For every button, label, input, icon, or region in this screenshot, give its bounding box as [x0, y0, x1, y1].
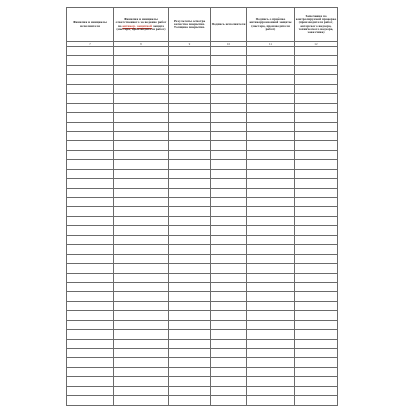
table-cell[interactable] — [114, 75, 169, 84]
table-cell[interactable] — [295, 179, 338, 188]
table-cell[interactable] — [247, 84, 295, 93]
table-cell[interactable] — [211, 94, 247, 103]
table-cell[interactable] — [67, 169, 114, 178]
table-cell[interactable] — [247, 339, 295, 348]
col-number: 8 — [114, 42, 169, 47]
table-cell[interactable] — [67, 150, 114, 159]
table-cell[interactable] — [169, 339, 211, 348]
table-row — [67, 216, 338, 225]
table-cell[interactable] — [67, 377, 114, 386]
table-cell[interactable] — [114, 386, 169, 395]
table-cell[interactable] — [247, 131, 295, 140]
table-cell[interactable] — [169, 254, 211, 263]
table-cell[interactable] — [247, 198, 295, 207]
col-header-inspection-results: Результаты осмотра качества покрытия. Толщина покрытия. — [169, 8, 211, 42]
table-cell[interactable] — [169, 282, 211, 291]
table-cell[interactable] — [211, 188, 247, 197]
table-cell[interactable] — [211, 226, 247, 235]
table-cell[interactable] — [295, 254, 338, 263]
col-header-remarks: Замечания по контролируемой проверке (производителя работ, авторского надзора, технического надзора, заказчика) — [295, 8, 338, 42]
table-cell[interactable] — [169, 122, 211, 131]
table-cell[interactable] — [67, 94, 114, 103]
table-cell[interactable] — [247, 65, 295, 74]
col-number: 10 — [211, 42, 247, 47]
table-cell[interactable] — [295, 141, 338, 150]
table-cell[interactable] — [169, 131, 211, 140]
table-cell[interactable] — [114, 292, 169, 301]
table-cell[interactable] — [211, 273, 247, 282]
table-cell[interactable] — [211, 169, 247, 178]
table-cell[interactable] — [169, 386, 211, 395]
table-row — [67, 226, 338, 235]
table-cell[interactable] — [247, 216, 295, 225]
table-cell[interactable] — [114, 56, 169, 65]
table-cell[interactable] — [295, 330, 338, 339]
table-cell[interactable] — [67, 188, 114, 197]
table-cell[interactable] — [169, 349, 211, 358]
table-row — [67, 330, 338, 339]
table-body — [67, 47, 338, 406]
table-cell[interactable] — [169, 94, 211, 103]
table-cell[interactable] — [114, 396, 169, 405]
table-cell[interactable] — [247, 330, 295, 339]
table-row — [67, 235, 338, 244]
table-cell[interactable] — [67, 358, 114, 367]
table-cell[interactable] — [211, 160, 247, 169]
table-cell[interactable] — [67, 320, 114, 329]
table-cell[interactable] — [114, 320, 169, 329]
table-row — [67, 150, 338, 159]
table-cell[interactable] — [247, 396, 295, 405]
table-cell[interactable] — [114, 188, 169, 197]
table-cell[interactable] — [247, 235, 295, 244]
table-cell[interactable] — [169, 311, 211, 320]
table-cell[interactable] — [67, 47, 114, 56]
table-cell[interactable] — [114, 254, 169, 263]
table-cell[interactable] — [295, 292, 338, 301]
col-number: 7 — [67, 42, 114, 47]
table-cell[interactable] — [247, 273, 295, 282]
table-cell[interactable] — [295, 188, 338, 197]
table-row — [67, 320, 338, 329]
table-cell[interactable] — [114, 207, 169, 216]
table-cell[interactable] — [67, 235, 114, 244]
table-cell[interactable] — [67, 273, 114, 282]
table-cell[interactable] — [169, 75, 211, 84]
table-row — [67, 245, 338, 254]
table-cell[interactable] — [247, 113, 295, 122]
table-cell[interactable] — [67, 160, 114, 169]
table-cell[interactable] — [169, 235, 211, 244]
table-cell[interactable] — [247, 150, 295, 159]
table-cell[interactable] — [67, 226, 114, 235]
table-cell[interactable] — [67, 141, 114, 150]
table-cell[interactable] — [114, 141, 169, 150]
table-cell[interactable] — [211, 122, 247, 131]
col-number: 9 — [169, 42, 211, 47]
table-cell[interactable] — [114, 377, 169, 386]
table-cell[interactable] — [295, 349, 338, 358]
table-cell[interactable] — [295, 245, 338, 254]
table-cell[interactable] — [295, 103, 338, 112]
table-cell[interactable] — [114, 179, 169, 188]
table-cell[interactable] — [247, 141, 295, 150]
table-row — [67, 254, 338, 263]
table-cell[interactable] — [247, 169, 295, 178]
table-row — [67, 179, 338, 188]
table-cell[interactable] — [67, 207, 114, 216]
table-cell[interactable] — [295, 273, 338, 282]
table-cell[interactable] — [211, 292, 247, 301]
table-cell[interactable] — [114, 282, 169, 291]
table-cell[interactable] — [114, 226, 169, 235]
table-cell[interactable] — [114, 301, 169, 310]
table-cell[interactable] — [295, 198, 338, 207]
table-cell[interactable] — [169, 179, 211, 188]
table-cell[interactable] — [67, 122, 114, 131]
col-number: 11 — [247, 42, 295, 47]
table-cell[interactable] — [211, 56, 247, 65]
table-cell[interactable] — [247, 264, 295, 273]
table-row — [67, 386, 338, 395]
table-cell[interactable] — [211, 320, 247, 329]
table-cell[interactable] — [295, 235, 338, 244]
table-cell[interactable] — [211, 386, 247, 395]
table-cell[interactable] — [114, 160, 169, 169]
table-cell[interactable] — [169, 150, 211, 159]
table-cell[interactable] — [114, 264, 169, 273]
col-header-executor-signature: Подпись исполнителя — [211, 8, 247, 42]
table-cell[interactable] — [169, 245, 211, 254]
table-cell[interactable] — [295, 169, 338, 178]
table-cell[interactable] — [67, 386, 114, 395]
table-row — [67, 84, 338, 93]
col-header-acceptance-signature: Подпись о приёмке антикоррозионной защиты (мастера, производителя работ) — [247, 8, 295, 42]
table-cell[interactable] — [211, 396, 247, 405]
table-cell[interactable] — [67, 311, 114, 320]
table-cell[interactable] — [169, 264, 211, 273]
table-cell[interactable] — [169, 396, 211, 405]
table-row — [67, 273, 338, 282]
table-cell[interactable] — [295, 56, 338, 65]
table-cell[interactable] — [211, 349, 247, 358]
table-cell[interactable] — [211, 150, 247, 159]
table-cell[interactable] — [169, 377, 211, 386]
table-cell[interactable] — [295, 367, 338, 376]
table-row — [67, 339, 338, 348]
table-row — [67, 103, 338, 112]
table-row — [67, 47, 338, 56]
table-row — [67, 56, 338, 65]
table-cell[interactable] — [295, 122, 338, 131]
table-cell[interactable] — [247, 254, 295, 263]
table-cell[interactable] — [295, 131, 338, 140]
table-cell[interactable] — [169, 330, 211, 339]
table-cell[interactable] — [67, 292, 114, 301]
table-cell[interactable] — [295, 94, 338, 103]
table-cell[interactable] — [67, 301, 114, 310]
table-cell[interactable] — [247, 311, 295, 320]
table-cell[interactable] — [67, 245, 114, 254]
table-row — [67, 113, 338, 122]
table-cell[interactable] — [114, 216, 169, 225]
table-cell[interactable] — [169, 207, 211, 216]
col-header-responsible-name: Фамилия и инициалы ответственного за ведение работ по антикор. защитной защите (мастера, производителя работ) — [114, 8, 169, 42]
table-cell[interactable] — [211, 235, 247, 244]
table-cell[interactable] — [295, 339, 338, 348]
table-cell[interactable] — [67, 216, 114, 225]
table-cell[interactable] — [247, 75, 295, 84]
col-number: 12 — [295, 42, 338, 47]
table-cell[interactable] — [295, 396, 338, 405]
table-cell[interactable] — [211, 103, 247, 112]
table-cell[interactable] — [67, 65, 114, 74]
table-cell[interactable] — [247, 292, 295, 301]
table-cell[interactable] — [67, 264, 114, 273]
work-log-table — [66, 7, 338, 406]
table-cell[interactable] — [295, 377, 338, 386]
table-cell[interactable] — [295, 160, 338, 169]
table-row — [67, 198, 338, 207]
table-cell[interactable] — [114, 198, 169, 207]
table-row — [67, 160, 338, 169]
table-cell[interactable] — [114, 273, 169, 282]
table-cell[interactable] — [169, 47, 211, 56]
table-row — [67, 264, 338, 273]
table-row — [67, 367, 338, 376]
table-cell[interactable] — [169, 169, 211, 178]
table-cell[interactable] — [295, 216, 338, 225]
table-row — [67, 169, 338, 178]
table-cell[interactable] — [114, 103, 169, 112]
table-cell[interactable] — [114, 150, 169, 159]
table-cell[interactable] — [169, 292, 211, 301]
table-cell[interactable] — [114, 245, 169, 254]
table-cell[interactable] — [211, 339, 247, 348]
table-cell[interactable] — [169, 56, 211, 65]
table-cell[interactable] — [169, 226, 211, 235]
table-cell[interactable] — [211, 377, 247, 386]
table-cell[interactable] — [114, 84, 169, 93]
table-cell[interactable] — [114, 94, 169, 103]
table-cell[interactable] — [211, 245, 247, 254]
table-cell[interactable] — [67, 282, 114, 291]
table-cell[interactable] — [211, 113, 247, 122]
table-cell[interactable] — [67, 396, 114, 405]
col-header-executor-name: Фамилия и инициалы исполнителя — [67, 8, 114, 42]
table-cell[interactable] — [247, 94, 295, 103]
table-cell[interactable] — [169, 103, 211, 112]
table-cell[interactable] — [211, 311, 247, 320]
table-cell[interactable] — [295, 113, 338, 122]
table-cell[interactable] — [114, 339, 169, 348]
table-cell[interactable] — [67, 349, 114, 358]
table-cell[interactable] — [211, 179, 247, 188]
table-cell[interactable] — [67, 84, 114, 93]
table-cell[interactable] — [247, 301, 295, 310]
table-cell[interactable] — [295, 311, 338, 320]
table-cell[interactable] — [169, 188, 211, 197]
table-cell[interactable] — [211, 207, 247, 216]
table-cell[interactable] — [67, 179, 114, 188]
table-cell[interactable] — [247, 367, 295, 376]
table-cell[interactable] — [247, 122, 295, 131]
table-row — [67, 311, 338, 320]
table-row — [67, 75, 338, 84]
table-row — [67, 358, 338, 367]
table-row — [67, 141, 338, 150]
table-cell[interactable] — [211, 330, 247, 339]
table-cell[interactable] — [247, 103, 295, 112]
table-row — [67, 282, 338, 291]
table-cell[interactable] — [295, 301, 338, 310]
table-cell[interactable] — [247, 47, 295, 56]
table-cell[interactable] — [211, 131, 247, 140]
table-cell[interactable] — [295, 75, 338, 84]
table-cell[interactable] — [295, 207, 338, 216]
table-cell[interactable] — [67, 75, 114, 84]
table-cell[interactable] — [67, 113, 114, 122]
table-cell[interactable] — [114, 131, 169, 140]
table-row — [67, 377, 338, 386]
table-row — [67, 396, 338, 405]
table-cell[interactable] — [169, 84, 211, 93]
table-cell[interactable] — [67, 254, 114, 263]
table-cell[interactable] — [114, 47, 169, 56]
table-cell[interactable] — [247, 160, 295, 169]
table-cell[interactable] — [295, 65, 338, 74]
table-cell[interactable] — [211, 65, 247, 74]
table-cell[interactable] — [114, 349, 169, 358]
header-row — [67, 8, 338, 42]
table-row — [67, 94, 338, 103]
table-cell[interactable] — [114, 235, 169, 244]
table-cell[interactable] — [169, 367, 211, 376]
table-cell[interactable] — [211, 216, 247, 225]
table-cell[interactable] — [67, 198, 114, 207]
table-cell[interactable] — [295, 358, 338, 367]
table-row — [67, 207, 338, 216]
table-row — [67, 349, 338, 358]
table-cell[interactable] — [247, 207, 295, 216]
table-cell[interactable] — [67, 330, 114, 339]
table-cell[interactable] — [247, 188, 295, 197]
table-cell[interactable] — [169, 301, 211, 310]
table-row — [67, 292, 338, 301]
table-cell[interactable] — [247, 245, 295, 254]
table-cell[interactable] — [295, 84, 338, 93]
table-cell[interactable] — [169, 273, 211, 282]
table-cell[interactable] — [67, 367, 114, 376]
table-cell[interactable] — [114, 367, 169, 376]
table-cell[interactable] — [169, 113, 211, 122]
table-row — [67, 188, 338, 197]
table-cell[interactable] — [67, 131, 114, 140]
table-cell[interactable] — [211, 47, 247, 56]
table-cell[interactable] — [114, 122, 169, 131]
table-cell[interactable] — [211, 301, 247, 310]
table-cell[interactable] — [211, 84, 247, 93]
table-cell[interactable] — [211, 141, 247, 150]
table-cell[interactable] — [295, 320, 338, 329]
table-cell[interactable] — [169, 198, 211, 207]
table-cell[interactable] — [295, 264, 338, 273]
table-cell[interactable] — [295, 282, 338, 291]
table-cell[interactable] — [247, 226, 295, 235]
table-cell[interactable] — [114, 330, 169, 339]
table-cell[interactable] — [114, 113, 169, 122]
table-cell[interactable] — [211, 198, 247, 207]
table-cell[interactable] — [247, 349, 295, 358]
table-row — [67, 301, 338, 310]
table-row — [67, 65, 338, 74]
table-cell[interactable] — [295, 386, 338, 395]
table-cell[interactable] — [211, 367, 247, 376]
table-cell[interactable] — [211, 254, 247, 263]
table-cell[interactable] — [211, 358, 247, 367]
table-cell[interactable] — [247, 386, 295, 395]
table-row — [67, 122, 338, 131]
table-cell[interactable] — [169, 358, 211, 367]
table-cell[interactable] — [211, 264, 247, 273]
table-cell[interactable] — [247, 320, 295, 329]
table-cell[interactable] — [247, 377, 295, 386]
table-cell[interactable] — [114, 65, 169, 74]
table-cell[interactable] — [114, 311, 169, 320]
table-cell[interactable] — [295, 47, 338, 56]
table-cell[interactable] — [247, 56, 295, 65]
table-cell[interactable] — [295, 226, 338, 235]
table-cell[interactable] — [211, 282, 247, 291]
table-row — [67, 131, 338, 140]
table-cell[interactable] — [247, 358, 295, 367]
table-cell[interactable] — [169, 160, 211, 169]
table-cell[interactable] — [169, 141, 211, 150]
table-cell[interactable] — [169, 65, 211, 74]
table-cell[interactable] — [169, 320, 211, 329]
table-cell[interactable] — [67, 103, 114, 112]
table-cell[interactable] — [114, 358, 169, 367]
table-cell[interactable] — [67, 56, 114, 65]
table-cell[interactable] — [295, 150, 338, 159]
table-cell[interactable] — [169, 216, 211, 225]
table-cell[interactable] — [211, 75, 247, 84]
table-cell[interactable] — [247, 179, 295, 188]
table-cell[interactable] — [114, 169, 169, 178]
table-cell[interactable] — [247, 282, 295, 291]
table-cell[interactable] — [67, 339, 114, 348]
